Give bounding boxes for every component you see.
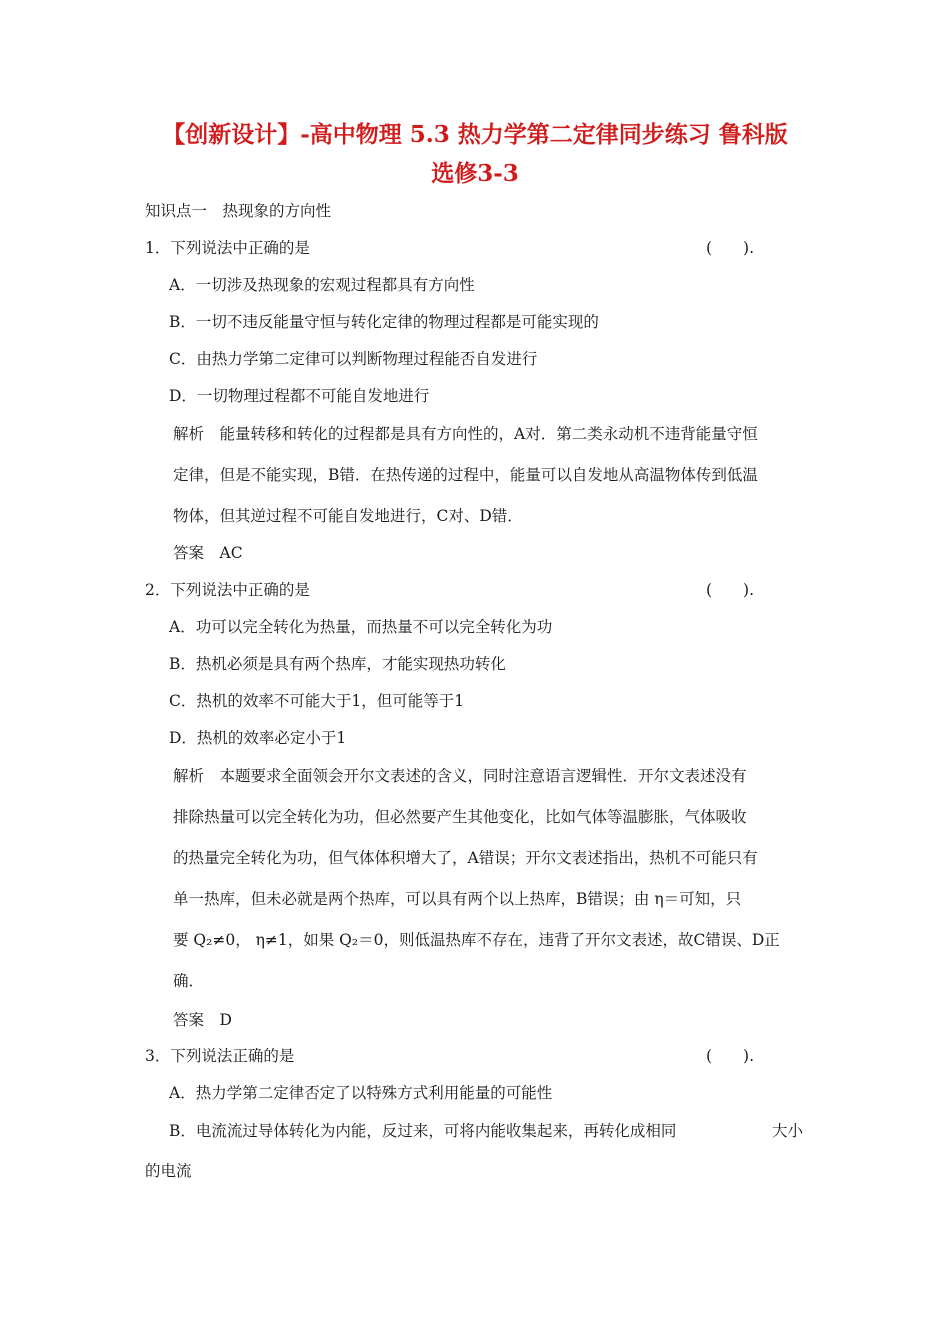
q2-option-a: A．功可以完全转化为热量，而热量不可以完全转化为功 (169, 618, 553, 636)
q2-analysis-line-5: 要 Q₂≠0， η≠1，如果 Q₂＝0，则低温热库不存在，违背了开尔文表述，故C错误、D正 (173, 931, 780, 949)
q3-answer-blank: ( ). (706, 1047, 755, 1065)
q2-analysis-line-4: 单一热库，但未必就是两个热库，可以具有两个以上热库，B错误；由 η＝可知，只 (173, 890, 742, 908)
q2-stem: 2．下列说法中正确的是 (145, 581, 310, 599)
q3-option-a: A．热力学第二定律否定了以特殊方式利用能量的可能性 (169, 1084, 553, 1102)
q1-option-b: B．一切不违反能量守恒与转化定律的物理过程都是可能实现的 (169, 313, 599, 331)
q2-analysis-line-6: 确． (173, 972, 205, 990)
q3-option-b-tail: 大小 (772, 1122, 804, 1140)
q1-option-c: C．由热力学第二定律可以判断物理过程能否自发进行 (169, 350, 538, 368)
q3-option-b-continuation: 的电流 (145, 1162, 192, 1180)
q2-analysis-line-1: 解析 本题要求全面领会开尔文表述的含义，同时注意语言逻辑性．开尔文表述没有 (173, 767, 747, 785)
q3-stem: 3．下列说法正确的是 (145, 1047, 295, 1065)
q2-option-d: D．热机的效率必定小于1 (169, 729, 347, 747)
q2-analysis-line-2: 排除热量可以完全转化为功，但必然要产生其他变化，比如气体等温膨胀，气体吸收 (173, 808, 747, 826)
q2-answer-blank: ( ). (706, 581, 755, 599)
q1-stem: 1．下列说法中正确的是 (145, 239, 310, 257)
q2-analysis-line-3: 的热量完全转化为功，但气体体积增大了，A错误；开尔文表述指出，热机不可能只有 (173, 849, 758, 867)
section-heading: 知识点一 热现象的方向性 (145, 202, 332, 220)
q3-option-b: B．电流流过导体转化为内能，反过来，可将内能收集起来，再转化成相同 (169, 1122, 677, 1140)
document-title-line-1: 【创新设计】-高中物理 5.3 热力学第二定律同步练习 鲁科版 (162, 121, 788, 148)
q2-option-c: C．热机的效率不可能大于1，但可能等于1 (169, 692, 465, 710)
q1-analysis-line-3: 物体，但其逆过程不可能自发地进行，C对、D错． (173, 507, 523, 525)
q2-answer: 答案 D (173, 1011, 232, 1029)
q1-option-d: D．一切物理过程都不可能自发地进行 (169, 387, 430, 405)
q1-analysis-line-2: 定律，但是不能实现，B错．在热传递的过程中，能量可以自发地从高温物体传到低温 (173, 466, 758, 484)
q1-answer-blank: ( ). (706, 239, 755, 257)
q2-option-b: B．热机必须是具有两个热库，才能实现热功转化 (169, 655, 506, 673)
q1-option-a: A．一切涉及热现象的宏观过程都具有方向性 (169, 276, 475, 294)
q1-analysis-line-1: 解析 能量转移和转化的过程都是具有方向性的，A对．第二类永动机不违背能量守恒 (173, 425, 758, 443)
document-title-line-2: 选修3-3 (431, 160, 519, 187)
q1-answer: 答案 AC (173, 544, 243, 562)
